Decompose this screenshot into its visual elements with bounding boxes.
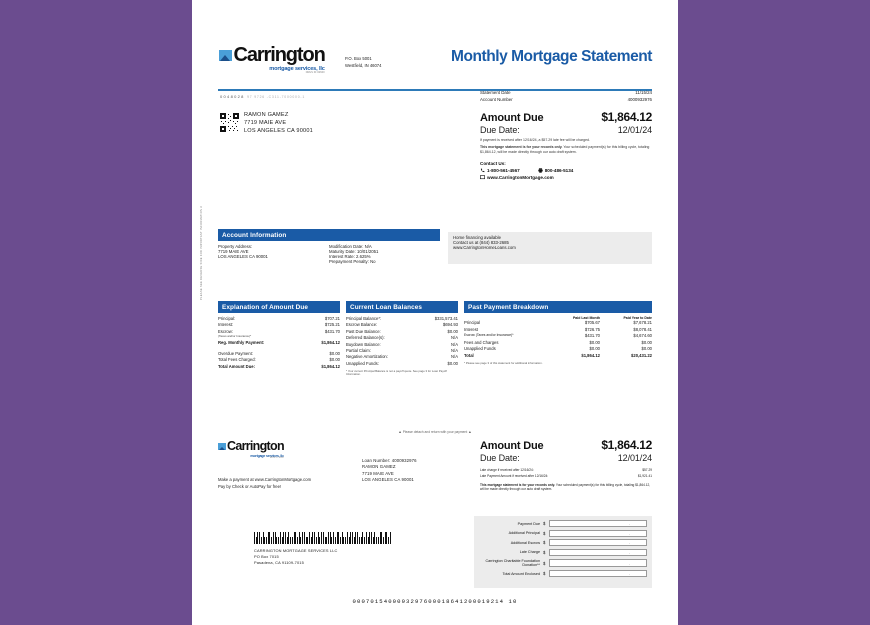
carrington-logo: [219, 45, 325, 74]
explanation-value: $431.70: [324, 328, 340, 334]
customer-street: 7719 MAIE AVE: [244, 120, 287, 127]
dollar-sign: $: [543, 571, 546, 577]
stub-due-date-value: 12/01/24: [617, 453, 652, 463]
contact-web-row[interactable]: [480, 175, 652, 180]
amount-due-row: [480, 110, 652, 124]
records-only-note: [480, 145, 652, 154]
property-address-column: [218, 244, 329, 264]
past-payment-total-ytd: $20,431.22: [631, 352, 652, 358]
logo-subtitle: mortgage services, llc: [269, 66, 325, 72]
past-payment-footnote: * Please see page 3 of this statement for additional information.: [464, 361, 543, 365]
stub-amount-panel: [480, 438, 652, 492]
account-number-row: [480, 97, 652, 104]
records-only-bold: This mortgage statement is for your records only.: [480, 144, 563, 149]
statement-date-value: 11/15/24: [635, 90, 652, 95]
stub-late-charge-label: Late charge if received after 12/16/24:: [480, 468, 534, 472]
contact-fax: 800-486-5134: [544, 168, 574, 174]
account-number-value: 4000932976: [627, 96, 652, 102]
coupon-row: [479, 569, 647, 579]
summary-panel: [480, 90, 652, 180]
dollar-sign: $: [543, 521, 546, 527]
explanation-label: Interest:: [218, 322, 234, 328]
coupon-label: Additional Principal: [508, 531, 540, 536]
logo-wordmark: Carrington: [233, 44, 325, 66]
statement-date-label: Statement Date: [480, 90, 511, 95]
stub-logo-subtitle: mortgage services, llc: [250, 453, 284, 458]
additional-principal-input[interactable]: [549, 530, 647, 537]
stub-amount-due-label: Amount Due: [480, 440, 544, 452]
stub-late-payment-value: $1,921.41: [637, 473, 652, 478]
explanation-label: Total Fees Charged:: [218, 357, 256, 363]
balance-value: $694.93: [442, 322, 458, 328]
stub-carrington-logo: [218, 440, 284, 459]
statement-page: [192, 0, 678, 625]
balance-label: Escrow Balance:: [346, 322, 378, 328]
charitable-donation-input[interactable]: [549, 559, 647, 566]
contact-phone[interactable]: 1-800-561-4567: [487, 168, 520, 174]
balances-footnote: * Your current Principal Balance is not a payoff quote. See page 3 for Loan Payoff Information.: [346, 369, 447, 377]
balance-value: N/A: [451, 347, 458, 353]
stub-due-date-label: Due Date:: [480, 453, 520, 463]
monitor-icon: [480, 175, 485, 180]
sequence-marks: 97 9726 -C311-7000000-1: [247, 95, 306, 99]
additional-escrow-input[interactable]: [549, 539, 647, 546]
mountain-logo-icon: [218, 443, 226, 450]
statement-header: [192, 38, 678, 90]
home-financing-line1: Home financing available: [453, 235, 502, 240]
explanation-label: Principal:: [218, 316, 236, 321]
past-payment-last-month: $431.70: [584, 333, 600, 338]
amount-due-label: Amount Due: [480, 111, 544, 124]
company-address-line2: Westfield, IN 46074: [345, 63, 382, 69]
balance-value: N/A: [451, 341, 458, 347]
past-payment-last-month: $705.67: [584, 320, 600, 325]
fax-icon: [538, 168, 543, 173]
explanation-label: Escrow:: [218, 328, 233, 334]
past-payment-label: Unapplied Funds: [464, 346, 496, 351]
stub-loan-number: Loan Number: 4000932976: [362, 458, 417, 463]
balance-label: Unapplied Funds:: [346, 360, 379, 366]
balances-heading: Current Loan Balances: [346, 301, 458, 313]
explanation-value: $725.21: [324, 322, 340, 328]
coupon-row: [479, 519, 647, 529]
remit-company: CARRINGTON MORTGAGE SERVICES LLC: [254, 548, 338, 553]
stub-account-block: [362, 458, 417, 484]
scissors-triangle-icon: ▲: [398, 430, 402, 434]
past-payment-total-last-month: $1,864.12: [581, 352, 600, 358]
dollar-sign: $: [543, 560, 546, 566]
late-fee-note: If payment is received after 12/16/24, a $57.29 late fee will be charged.: [480, 137, 590, 142]
balance-label: Deferred Balance(s):: [346, 335, 385, 341]
stub-records-only-note: [480, 483, 652, 492]
paid-ytd-header: Paid Year to Date: [623, 316, 652, 320]
amount-due-value: $1,864.12: [601, 109, 652, 124]
company-address-line1: P.O. Box 5001: [345, 56, 372, 61]
sequence-number: 0048028 97 9726 -C311-7000000-1: [220, 94, 306, 99]
due-date-value: 12/01/24: [617, 124, 652, 135]
stub-late-charge-row: [480, 468, 652, 473]
contact-website[interactable]: www.CarringtonMortgage.com: [487, 175, 554, 181]
scissors-triangle-icon: ▲: [468, 430, 472, 434]
balance-value: $0.00: [447, 360, 458, 366]
dollar-sign: $: [543, 530, 546, 536]
property-address-label: Property Address:: [218, 244, 253, 249]
balance-label: Principal Balance*:: [346, 316, 382, 321]
logo-nmls: NMLS ID #2600: [305, 72, 325, 74]
past-payment-total-label: Total: [464, 352, 474, 358]
coupon-row: [479, 557, 647, 569]
past-payment-ytd: $7,678.21: [633, 320, 652, 325]
past-payment-ytd: $8,078.41: [633, 326, 652, 332]
stub-amount-due-value: $1,864.12: [601, 438, 652, 452]
company-address: [345, 55, 381, 69]
customer-citystate: LOS ANGELES CA 90001: [244, 128, 313, 135]
home-financing-box: [448, 232, 652, 264]
balance-row: [346, 361, 458, 367]
late-charge-input[interactable]: [549, 549, 647, 556]
stub-due-date-row: [480, 453, 652, 463]
prepayment-penalty: Prepayment Penalty: No: [329, 259, 376, 264]
balance-value: $331,573.41: [434, 316, 458, 321]
stub-logo-wordmark: Carrington: [227, 439, 284, 453]
detach-notice: [192, 430, 678, 434]
stub-street: 7719 MAIE AVE: [362, 470, 394, 476]
paid-last-month-header: Paid Last Month: [572, 316, 600, 320]
balance-label: Past Due Balance:: [346, 328, 381, 334]
explanation-label: Overdue Payment:: [218, 350, 253, 356]
postal-barcode: [254, 532, 392, 544]
stub-late-charge-value: $57.29: [642, 468, 652, 472]
contact-phone-row[interactable]: [480, 168, 652, 173]
statement-date-row: [480, 90, 652, 97]
customer-address-block: [244, 111, 313, 135]
stub-late-payment-label: Late Payment Amount if received after 12/16/24:: [480, 473, 549, 478]
micr-line: 0007015400093297600018641200019214 10: [352, 598, 518, 605]
past-payment-ytd: $4,674.60: [633, 333, 652, 338]
coupon-row: [479, 538, 647, 548]
total-amount-enclosed-input[interactable]: [549, 570, 647, 577]
coupon-label: Total Amount Enclosed: [502, 571, 540, 576]
stub-records-only-rest: Your scheduled payment(s) for this billing cycle, totaling $1,864.12, will be made directly through our auto draft system.: [480, 482, 651, 492]
phone-icon: [480, 168, 485, 173]
account-number-label: Account Number: [480, 96, 513, 102]
stub-pay-line1[interactable]: Make a payment at www.CarringtonMortgage.com: [218, 477, 312, 482]
explanation-of-amount-due-panel: [218, 301, 340, 377]
stub-pay-line2: Pay by Check or AutoPay for free!: [218, 483, 282, 489]
due-date-row: [480, 125, 652, 135]
total-amount-due-value: $1,864.12: [321, 363, 340, 369]
past-payment-total-row: [464, 353, 652, 360]
past-payment-ytd: $0.00: [641, 346, 652, 351]
past-payment-label: Fees and Charges: [464, 339, 499, 345]
past-payment-last-month: $726.75: [584, 326, 600, 332]
regular-monthly-payment-row: [218, 340, 340, 346]
total-amount-due-label: Total Amount Due:: [218, 363, 255, 369]
past-payment-last-month: $0.00: [589, 346, 600, 351]
remit-citystatezip: Pasadena, CA 91109-7015: [254, 560, 304, 566]
past-payment-ytd: $0.00: [641, 339, 652, 345]
loan-terms-column: [329, 244, 440, 264]
stub-payment-instructions: [218, 477, 311, 490]
customer-name: RAMON GAMEZ: [244, 112, 289, 118]
reg-monthly-payment-label: Reg. Monthly Payment:: [218, 340, 265, 346]
modification-date: Modification Date: N/A: [329, 244, 372, 249]
stub-name: RAMON GAMEZ: [362, 464, 396, 470]
past-payment-breakdown-panel: [464, 301, 652, 377]
explanation-value: $0.00: [329, 357, 340, 363]
records-only-rest: Your scheduled payment(s) for this billing cycle, totaling $1,864.12, will be made directly through our auto draft system.: [480, 144, 650, 154]
stub-citystate: LOS ANGELES CA 90001: [362, 477, 414, 483]
balance-value: N/A: [451, 354, 458, 360]
remit-po-box: PO Box 7015: [254, 554, 279, 560]
stub-logo-nmls: NMLS ID #2600: [269, 457, 284, 459]
balance-label: Partial Claim:: [346, 347, 371, 353]
maturity-date: Maturity Date: 10/01/2051: [329, 249, 379, 254]
balance-label: Buydown Balance:: [346, 341, 381, 347]
statement-title: Monthly Mortgage Statement: [450, 48, 652, 65]
contact-us-label: Contact Us:: [480, 161, 506, 167]
dollar-sign: $: [543, 549, 546, 555]
property-citystate: LOS ANGELES CA 90001: [218, 254, 268, 259]
due-date-label: Due Date:: [480, 124, 520, 135]
stub-late-payment-row: [480, 474, 652, 479]
account-information-section: [218, 229, 440, 264]
detach-notice-text: Please detach and return with your payment: [402, 430, 468, 434]
coupon-row: [479, 548, 647, 558]
coupon-label: Payment Due: [517, 521, 540, 526]
reg-monthly-payment-value: $1,864.12: [321, 340, 340, 346]
coupon-row: [479, 529, 647, 539]
interest-rate: Interest Rate: 2.625%: [329, 254, 371, 259]
balance-value: N/A: [451, 335, 458, 341]
payment-coupon: [474, 516, 652, 588]
coupon-label: Additional Escrow: [510, 540, 540, 545]
past-payment-heading: Past Payment Breakdown: [464, 301, 652, 313]
escrow-note: (Taxes and/or Insurance)*: [218, 334, 252, 339]
past-payment-label: Escrow (Taxes and/or Insurance)*: [464, 333, 514, 337]
payment-due-input[interactable]: [549, 520, 647, 527]
current-loan-balances-panel: [346, 301, 458, 377]
total-amount-due-row: [218, 364, 340, 370]
explanation-value: $0.00: [329, 350, 340, 356]
dollar-sign: $: [543, 540, 546, 546]
home-financing-line2: Contact us at (844) 833-2685: [453, 240, 509, 245]
explanation-value: $707.21: [324, 316, 340, 321]
past-payment-last-month: $0.00: [589, 339, 600, 345]
account-information-heading: Account Information: [218, 229, 440, 241]
home-financing-line3[interactable]: www.CarringtonHomeLoans.com: [453, 245, 516, 250]
stub-records-only-bold: This mortgage statement is for your records only.: [480, 482, 556, 487]
past-payment-label: Interest: [464, 326, 478, 332]
coupon-label: Carrington Charitable Foundation Donation**: [485, 558, 540, 567]
property-street: 7719 MAIE AVE: [218, 249, 249, 254]
qr-code: [220, 113, 239, 132]
mountain-logo-icon: [219, 50, 232, 61]
balance-value: $0.00: [447, 328, 458, 334]
left-margin-notice: PLEASE SEE REVERSE SIDE FOR IMPORTANT INFORMATION X: [200, 205, 203, 300]
past-payment-label: Principal: [464, 320, 481, 325]
coupon-label: Late Charge: [519, 550, 540, 555]
balance-label: Negative Amortization:: [346, 354, 388, 360]
remit-address: [254, 548, 338, 566]
stub-amount-due-row: [480, 438, 652, 452]
explanation-heading: Explanation of Amount Due: [218, 301, 340, 313]
detail-panels: [218, 301, 652, 377]
